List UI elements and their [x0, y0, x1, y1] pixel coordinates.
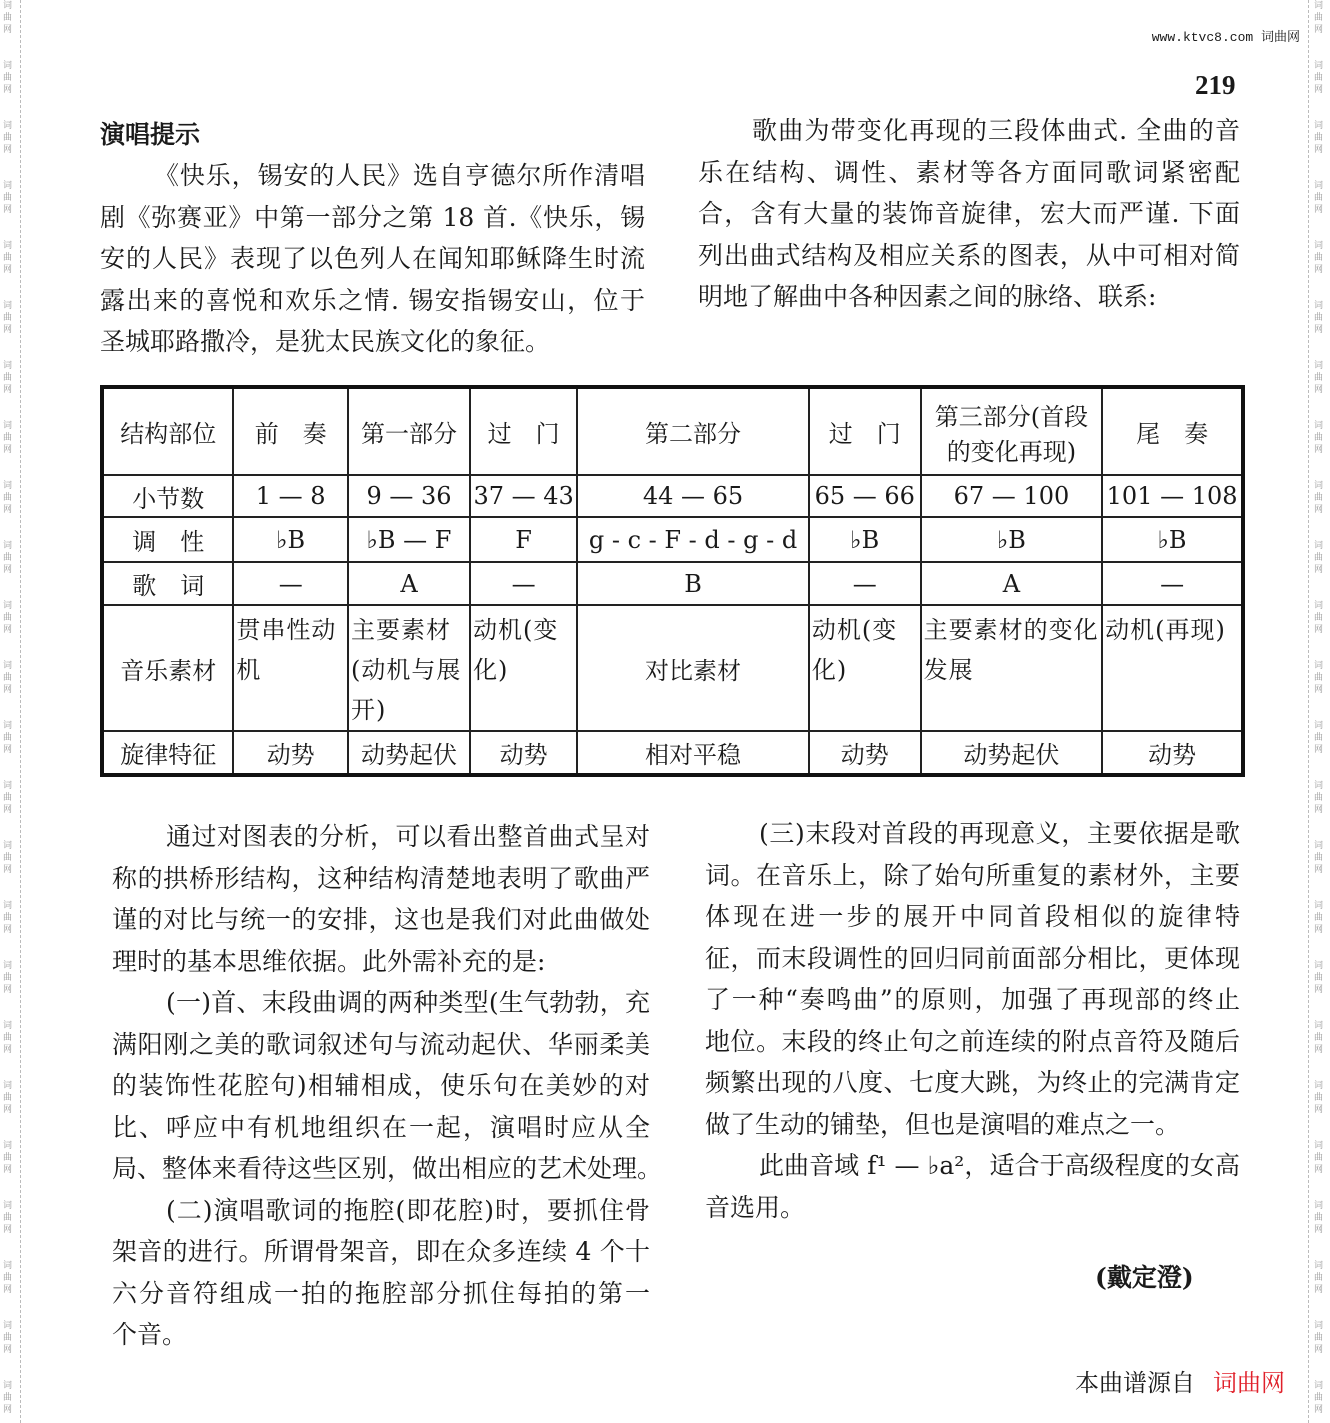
text-line: 词。在音乐上，除了始句所重复的素材外，主要 — [705, 860, 1240, 890]
text-line: 通过对图表的分析，可以看出整首曲式呈对 — [166, 822, 650, 851]
paragraph — [112, 816, 650, 982]
table-cell: 过 门 — [809, 387, 921, 475]
table-row — [102, 517, 1243, 562]
text-line: 体现在进一步的展开中同首段相似的旋律特 — [705, 902, 1240, 931]
left-intro — [100, 114, 645, 363]
table-cell: 第二部分 — [577, 387, 809, 475]
table-cell: A — [348, 562, 470, 605]
site-url: www.ktvc8.com — [1151, 30, 1254, 45]
text-line: 局、整体来看待这些区别，做出相应的艺术处理。 — [112, 1154, 663, 1183]
table-cell: 动机(再现) — [1102, 605, 1243, 731]
text-line: 征，而末段调性的回归同前面部分相比，更体现 — [705, 943, 1240, 973]
table-row — [102, 475, 1243, 517]
text-line: 合，含有大量的装饰音旋律，宏大而严谨. 下面 — [698, 199, 1240, 228]
table-cell: ♭B — [1102, 517, 1243, 562]
paragraph — [112, 1190, 650, 1356]
left-margin-rule — [20, 0, 21, 1423]
row-header-cell: 旋律特征 — [102, 731, 233, 775]
table-cell: 前 奏 — [233, 387, 348, 475]
paragraph — [705, 1145, 1240, 1228]
table-cell: 动势 — [1102, 731, 1243, 775]
table-cell: 动势 — [809, 731, 921, 775]
page-number: 219 — [1195, 70, 1236, 100]
table-cell: g - c - F - d - g - d — [577, 517, 809, 562]
table-cell: — — [809, 562, 921, 605]
table-cell: 1 — 8 — [233, 475, 348, 517]
table-cell: 101 — 108 — [1102, 475, 1243, 517]
table-cell: — — [233, 562, 348, 605]
table-cell: ♭B — [921, 517, 1103, 562]
text-line: 架音的进行。所谓骨架音，即在众多连续 4 个十 — [112, 1237, 650, 1266]
site-name: 词曲网 — [1260, 30, 1300, 45]
text-line: 频繁出现的八度、七度大跳，为终止的完满肯定 — [705, 1068, 1240, 1097]
table-cell: F — [470, 517, 577, 562]
table-cell: 动势起伏 — [921, 731, 1103, 775]
table-row — [102, 731, 1243, 775]
text-line: 谨的对比与统一的安排，这也是我们对此曲做处 — [112, 905, 650, 934]
text-line: 列出曲式结构及相应关系的图表，从中可相对简 — [698, 240, 1240, 270]
row-header-cell: 调 性 — [102, 517, 233, 562]
source-footer — [1075, 1363, 1285, 1398]
table-cell: A — [921, 562, 1103, 605]
table-cell: 动势起伏 — [348, 731, 470, 775]
table-cell: 第一部分 — [348, 387, 470, 475]
text-line: 做了生动的铺垫，但也是演唱的难点之一。 — [705, 1109, 1181, 1139]
text-line: (一)首、末段曲调的两种类型(生气勃勃，充 — [166, 988, 650, 1017]
right-body — [705, 813, 1240, 1228]
text-line: 安的人民》表现了以色列人在闻知耶稣降生时流 — [100, 244, 645, 273]
table-cell: — — [470, 562, 577, 605]
text-line: 歌曲为带变化再现的三段体曲式. 全曲的音 — [752, 116, 1240, 145]
text-line: 满阳刚之美的歌词叙述句与流动起伏、华丽柔美 — [112, 1029, 650, 1059]
site-watermark — [1152, 26, 1300, 45]
footer-prefix: 本曲谱源自 — [1075, 1369, 1195, 1397]
table-cell: ♭B — [233, 517, 348, 562]
intro-paragraph — [100, 155, 645, 363]
table-cell: — — [1102, 562, 1243, 605]
text-line: 的装饰性花腔句)相辅相成，使乐句在美妙的对 — [112, 1071, 650, 1100]
left-margin-watermark: 词 曲 网 词 曲 网 词 曲 网 词 曲 网 词 曲 网 词 曲 网 词 曲 网 词 曲 网 词 曲 网 词 曲 网 词 曲 网 词 曲 网 词 曲 网 词 曲 网 词 曲 网 词 曲 网 词 曲 网 词 曲 网 词 曲 网 词 曲 网 词 曲 网 词 曲 网 词 曲 网 词 曲 网 — [3, 1, 13, 1415]
text-line: (三)末段对首段的再现意义，主要依据是歌 — [759, 819, 1240, 848]
table-cell: 主要素材的变化发展 — [921, 605, 1103, 731]
row-header-cell: 结构部位 — [102, 387, 233, 475]
table-cell: 动机(变化) — [809, 605, 921, 731]
text-line: 剧《弥赛亚》中第一部分之第 18 首.《快乐，锡 — [100, 202, 645, 232]
table-row — [102, 562, 1243, 605]
table-cell: 相对平稳 — [577, 731, 809, 775]
text-line: 了一种“奏鸣曲”的原则，加强了再现部的终止 — [705, 985, 1240, 1014]
text-line: 音选用。 — [705, 1192, 806, 1222]
text-line: 《快乐，锡安的人民》选自亨德尔所作清唱 — [154, 161, 645, 190]
right-intro-paragraph — [698, 110, 1240, 318]
text-line: 圣城耶路撒冷，是犹太民族文化的象征。 — [100, 327, 551, 356]
table-cell: 过 门 — [470, 387, 577, 475]
right-margin-rule — [1308, 0, 1309, 1423]
table-cell: ♭B — [809, 517, 921, 562]
row-header-cell: 歌 词 — [102, 562, 233, 605]
table-cell: 动势 — [470, 731, 577, 775]
text-line: 六分音符组成一拍的拖腔部分抓住每拍的第一 — [112, 1278, 650, 1308]
footer-brand: 词曲网 — [1213, 1369, 1285, 1397]
table-cell: 贯串性动机 — [233, 605, 348, 731]
text-line: 乐在结构、调性、素材等各方面同歌词紧密配 — [698, 157, 1240, 187]
text-line: 露出来的喜悦和欢乐之情. 锡安指锡安山，位于 — [100, 285, 645, 315]
paragraph — [112, 982, 663, 1190]
left-body — [112, 816, 663, 1356]
table-cell: 第三部分(首段的变化再现) — [921, 387, 1103, 475]
table-cell: B — [577, 562, 809, 605]
text-line: 比、呼应中有机地组织在一起，演唱时应从全 — [112, 1112, 650, 1142]
table-row — [102, 605, 1243, 731]
table-cell: 尾 奏 — [1102, 387, 1243, 475]
table-cell: 44 — 65 — [577, 475, 809, 517]
text-line: 称的拱桥形结构，这种结构清楚地表明了歌曲严 — [112, 863, 650, 893]
table-cell: ♭B — F — [348, 517, 470, 562]
text-line: (二)演唱歌词的拖腔(即花腔)时，要抓住骨 — [166, 1195, 650, 1225]
table-cell: 65 — 66 — [809, 475, 921, 517]
section-heading: 演唱提示 — [100, 120, 201, 149]
right-margin-watermark: 词 曲 网 词 曲 网 词 曲 网 词 曲 网 词 曲 网 词 曲 网 词 曲 网 词 曲 网 词 曲 网 词 曲 网 词 曲 网 词 曲 网 词 曲 网 词 曲 网 词 曲 网 词 曲 网 词 曲 网 词 曲 网 词 曲 网 词 曲 网 词 曲 网 词 曲 网 词 曲 网 词 曲 网 — [1314, 1, 1324, 1415]
structure-table — [100, 385, 1245, 777]
text-line: 地位。末段的终止句之前连续的附点音符及随后 — [705, 1026, 1240, 1056]
table-cell: 67 — 100 — [921, 475, 1103, 517]
table-cell: 动势 — [233, 731, 348, 775]
text-line: 明地了解曲中各种因素之间的脉络、联系: — [698, 282, 1157, 311]
row-header-cell: 小节数 — [102, 475, 233, 517]
table-row — [102, 387, 1243, 475]
table-cell: 37 — 43 — [470, 475, 577, 517]
author-signature: (戴定澄) — [1095, 1263, 1194, 1292]
text-line: 理时的基本思维依据。此外需补充的是: — [112, 946, 546, 976]
row-header-cell: 音乐素材 — [102, 605, 233, 731]
table-cell: 9 — 36 — [348, 475, 470, 517]
table-cell: 动机(变化) — [470, 605, 577, 731]
table-cell: 对比素材 — [577, 605, 809, 731]
table-cell: 主要素材(动机与展开) — [348, 605, 470, 731]
text-line: 此曲音域 f¹ — ♭a²，适合于高级程度的女高 — [759, 1151, 1240, 1180]
text-line: 个音。 — [112, 1320, 188, 1349]
paragraph — [705, 813, 1240, 1145]
